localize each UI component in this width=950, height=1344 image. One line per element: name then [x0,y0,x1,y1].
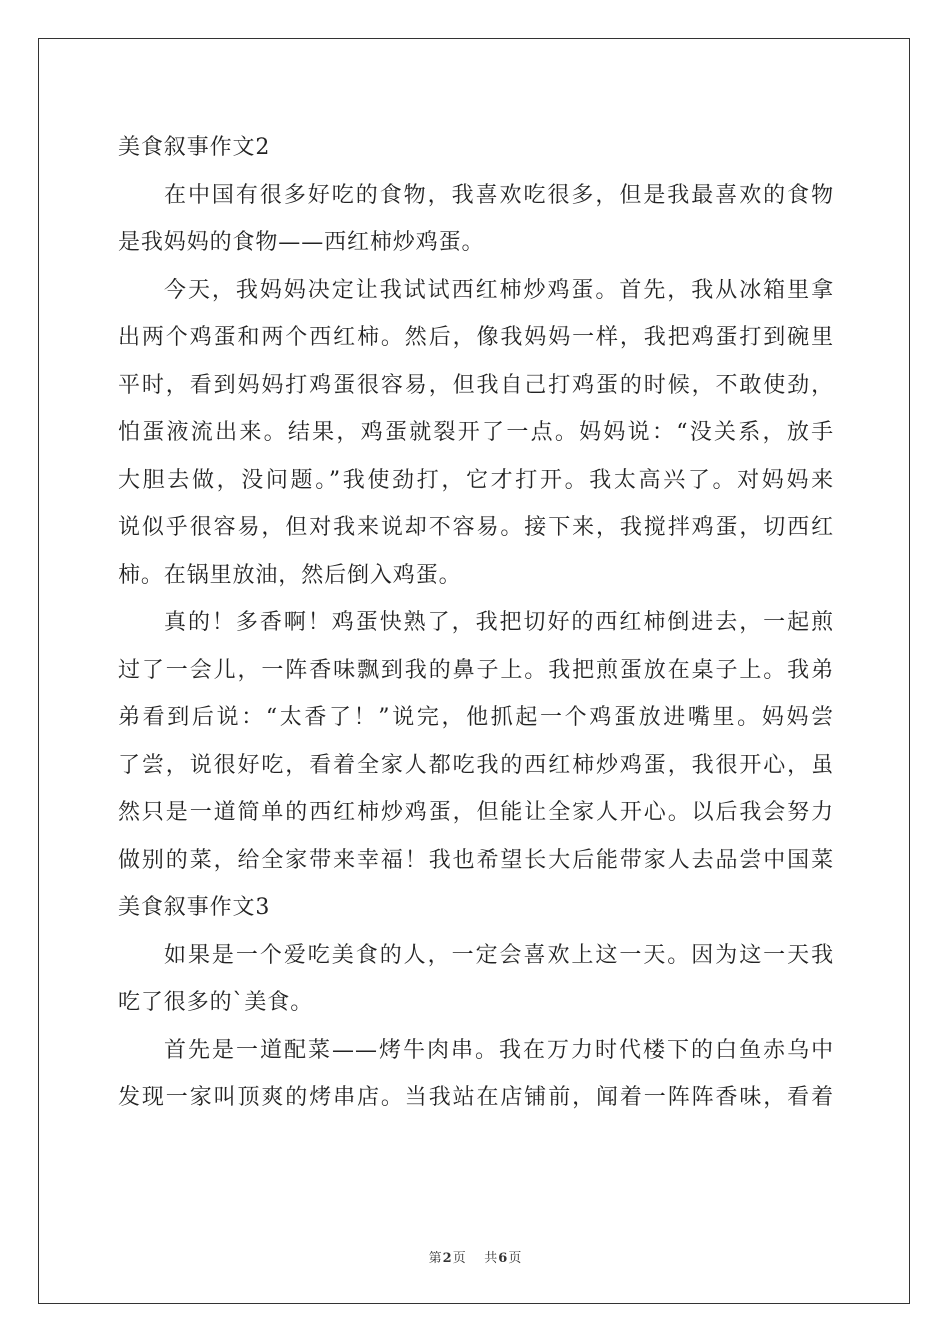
text-line: 说似乎很容易，但对我来说却不容易。接下来，我搅拌鸡蛋，切西红 [118,515,834,540]
page-prefix: 第 [428,1251,442,1266]
text-line: 了尝，说很好吃，看着全家人都吃我的西红柿炒鸡蛋，我很开心，虽 [118,752,834,778]
text-line: 吃了很多的`美食。 [118,990,314,1015]
text-line: 如果是一个爱吃美食的人，一定会喜欢上这一天。因为这一天我 [164,942,834,968]
text-line: 平时，看到妈妈打鸡蛋很容易，但我自己打鸡蛋的时候，不敢使劲， [118,372,834,398]
text-line: 怕蛋液流出来。结果，鸡蛋就裂开了一点。妈妈说：“没关系，放手 [118,420,834,445]
page-number: 2 [442,1251,452,1266]
text-line: 今天，我妈妈决定让我试试西红柿炒鸡蛋。首先，我从冰箱里拿 [164,277,834,303]
text-line: 发现一家叫顶爽的烤串店。当我站在店铺前，闻着一阵阵香味，看着 [118,1085,834,1110]
text-line: 然只是一道简单的西红柿炒鸡蛋，但能让全家人开心。以后我会努力 [118,800,834,825]
text-line: 真的！多香啊！鸡蛋快熟了，我把切好的西红柿倒进去，一起煎 [164,610,834,635]
text-line: 做别的菜，给全家带来幸福！我也希望长大后能带家人去品尝中国菜 [118,847,834,873]
text-line: 柿。在锅里放油，然后倒入鸡蛋。 [118,562,462,588]
text-line: 出两个鸡蛋和两个西红柿。然后，像我妈妈一样，我把鸡蛋打到碗里 [118,325,834,350]
text-line: 首先是一道配菜——烤牛肉串。我在万力时代楼下的白鱼赤乌中 [164,1037,834,1063]
text-line: 是我妈妈的食物——西红柿炒鸡蛋。 [118,230,485,255]
text-line: 过了一会儿，一阵香味飘到我的鼻子上。我把煎蛋放在桌子上。我弟 [118,657,834,683]
total-suffix: 页 [508,1251,522,1266]
text-line: 弟看到后说：“太香了！”说完，他抓起一个鸡蛋放进嘴里。妈妈尝 [118,705,834,730]
total-prefix: 共 [484,1251,498,1266]
section-heading: 美食叙事作文3 [118,895,271,920]
section-heading: 美食叙事作文2 [118,135,271,160]
text-line: 在中国有很多好吃的食物，我喜欢吃很多，但是我最喜欢的食物 [164,182,834,208]
page-footer [0,1247,950,1266]
total-pages: 6 [498,1251,508,1266]
text-line: 大胆去做，没问题。”我使劲打，它才打开。我太高兴了。对妈妈来 [118,467,834,493]
page-suffix: 页 [452,1251,466,1266]
document-body [118,124,834,1122]
